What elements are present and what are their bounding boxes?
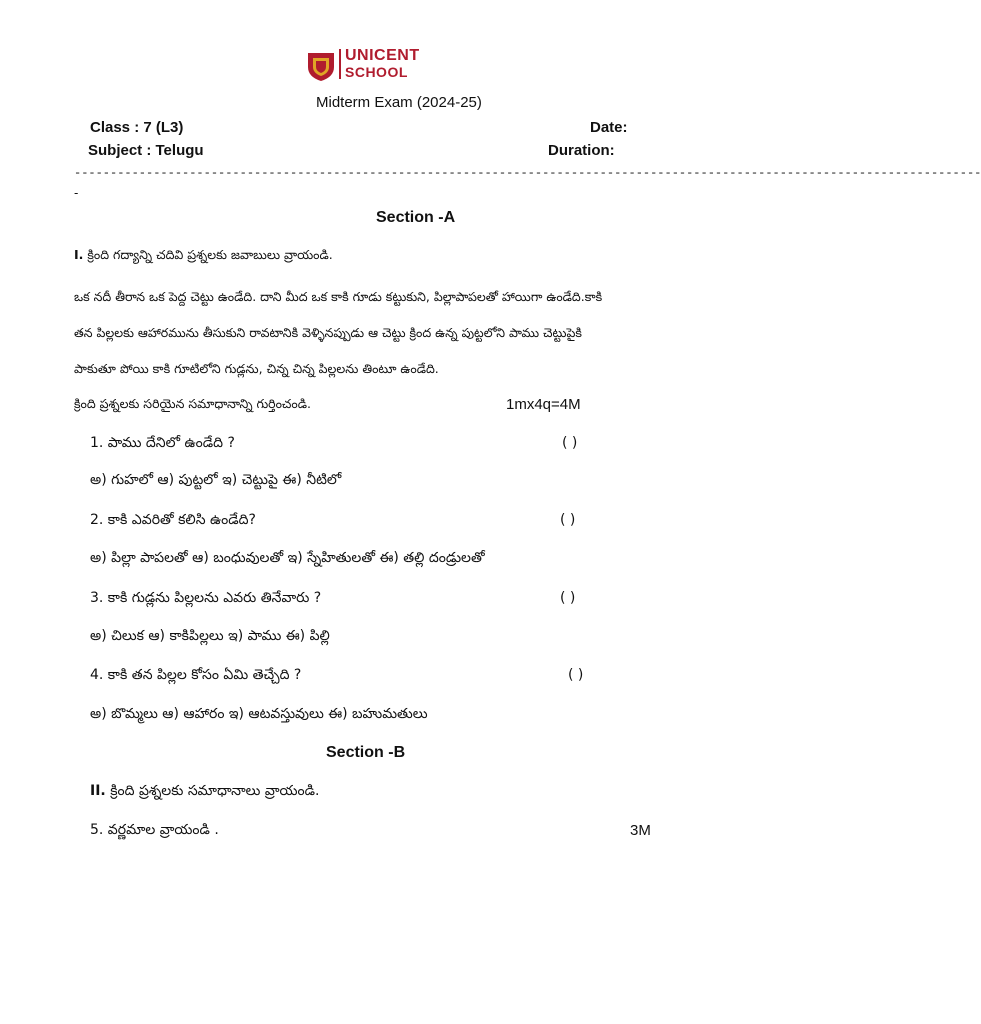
question-2-instruction: క్రింది ప్రశ్నలకు సమాధానాలు వ్రాయండి. — [110, 783, 320, 799]
section-b-title: Section -B — [326, 744, 406, 761]
mcq-question-2: 2. కాకి ఎవరితో కలిసి ఉండేది? — [90, 512, 256, 528]
passage-line-1: ఒక నదీ తీరాన ఒక పెద్ద చెట్టు ఉండేది. దాని మీద ఒక కాకి గూడు కట్టుకుని, పిల్లాపాపలతో హాయిగా ఉండేది.కాకి — [74, 289, 603, 304]
mcq-marks: 1mx4q=4M — [506, 396, 581, 413]
duration-label: Duration: — [548, 142, 615, 159]
school-name-line1: UNICENT — [345, 47, 420, 64]
question-1-heading — [74, 247, 333, 266]
question-1-number: I. — [74, 247, 84, 262]
school-crest-icon — [305, 50, 337, 82]
answer-bracket-2: ( ) — [560, 512, 576, 528]
mcq-options-1: అ) గుహలో ఆ) పుట్టలో ఇ) చెట్టుపై ఈ) నీటిలో — [90, 472, 342, 488]
exam-title: Midterm Exam (2024-25) — [316, 94, 482, 111]
mcq-options-4: అ) బొమ్మలు ఆ) ఆహారం ఇ) ఆటవస్తువులు ఈ) బహుమతులు — [90, 706, 428, 722]
question-1-instruction: క్రింది గద్యాన్ని చదివి ప్రశ్నలకు జవాబులు వ్రాయండి. — [87, 247, 333, 262]
school-name-line2: SCHOOL — [345, 64, 408, 80]
mcq-options-2: అ) పిల్లా పాపలతో ఆ) బంధువులతో ఇ) స్నేహితులతో ఈ) తల్లి దండ్రులతో — [90, 550, 485, 566]
answer-bracket-3: ( ) — [560, 590, 576, 606]
answer-bracket-1: ( ) — [562, 435, 578, 451]
class-label: Class : 7 (L3) — [90, 119, 184, 136]
question-2-number: II. — [90, 783, 106, 799]
divider-rule: ------------------------------------------------------------------------------------------------------------------------------ — [74, 166, 981, 180]
mcq-question-1: 1. పాము దేనిలో ఉండేది ? — [90, 435, 235, 451]
answer-bracket-4: ( ) — [568, 667, 584, 683]
passage-line-2: తన పిల్లలకు ఆహారమును తీసుకుని రావటానికి వెళ్ళినప్పుడు ఆ చెట్టు క్రింద ఉన్న పుట్టలోని పాము చెట్టుపైకి — [74, 325, 582, 340]
question-2-heading — [90, 783, 319, 802]
divider-rule-tail: - — [74, 186, 79, 200]
mcq-instruction: క్రింది ప్రశ్నలకు సరియైన సమాధానాన్ని గుర్తించండి. — [74, 396, 311, 411]
passage-line-3: పాకుతూ పోయి కాకి గూటిలోని గుడ్లను, చిన్న చిన్న పిల్లలను తింటూ ఉండేది. — [74, 361, 439, 376]
mcq-options-3: అ) చిలుక ఆ) కాకిపిల్లలు ఇ) పాము ఈ) పిల్లి — [90, 628, 330, 644]
mcq-question-4: 4. కాకి తన పిల్లల కోసం ఏమి తెచ్చేది ? — [90, 667, 302, 683]
section-a-title: Section -A — [376, 209, 456, 226]
mcq-question-3: 3. కాకి గుడ్లను పిల్లలను ఎవరు తినేవారు ? — [90, 590, 322, 606]
question-5-marks: 3M — [630, 822, 651, 839]
date-label: Date: — [590, 119, 628, 136]
question-5: 5. వర్ణమాల వ్రాయండి . — [90, 822, 219, 838]
subject-label: Subject : Telugu — [88, 142, 204, 159]
